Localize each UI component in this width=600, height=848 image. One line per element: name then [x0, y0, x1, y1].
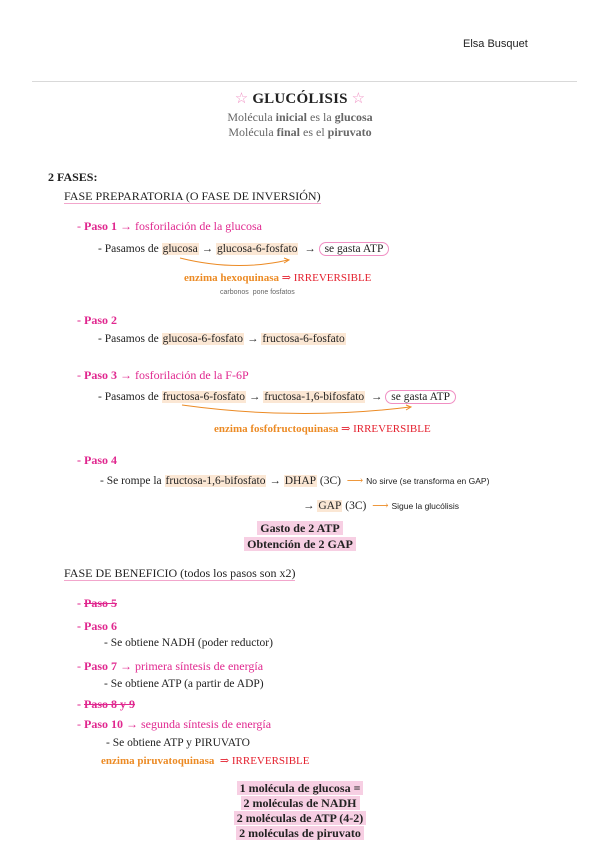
summary-text: 2 moléculas de ATP (4-2)	[234, 811, 366, 825]
substance: fructosa-1,6-bifosfato	[165, 475, 266, 487]
paso-label: Paso 5	[84, 596, 117, 610]
irreversible-label: ⇒ IRREVERSIBLE	[281, 272, 372, 284]
paso-label: Paso 1	[84, 219, 117, 233]
final-summary-line	[0, 811, 600, 826]
product-note: No sirve (se transforma en GAP)	[366, 476, 490, 486]
fase-preparatoria-heading	[64, 189, 321, 204]
line-text: Pasamos de	[104, 243, 159, 255]
line-text: Se obtiene NADH (poder reductor)	[110, 637, 273, 649]
heading-text: FASE PREPARATORIA (O FASE DE INVERSIÓN)	[64, 189, 321, 203]
summary-text: Gasto de 2 ATP	[257, 521, 342, 535]
star-icon: ☆	[234, 91, 249, 107]
paso-6-title: - Paso 6	[77, 619, 117, 633]
paso-7-title: - Paso 7 → primera síntesis de energía	[77, 659, 264, 673]
summary-text: 2 moléculas de NADH	[241, 796, 360, 810]
enzyme-name: enzima piruvatoquinasa	[101, 755, 215, 767]
line-text: Se obtiene ATP y PIRUVATO	[112, 737, 250, 749]
paso-4-title: - Paso 4	[77, 453, 117, 467]
paso-desc: primera síntesis de energía	[135, 659, 264, 673]
summary-gasto	[0, 521, 600, 536]
carbon-count: (3C)	[345, 500, 367, 512]
paso-label: Paso 2	[84, 313, 117, 327]
paso-label: Paso 6	[84, 619, 117, 633]
annotation-text: pone fosfatos	[252, 289, 295, 296]
summary-obtencion	[0, 537, 600, 552]
line-text: Pasamos de	[104, 333, 159, 345]
product: DHAP	[284, 475, 317, 487]
line-text: Se obtiene ATP (a partir de ADP)	[110, 678, 264, 690]
line-text: Pasamos de	[104, 391, 159, 403]
paso-1-title: - Paso 1 → fosforilación de la glucosa	[77, 219, 262, 233]
line-text: Se rompe la	[106, 475, 162, 487]
substance: fructosa-1,6-bifosfato	[264, 391, 365, 403]
annotation-text: carbonos	[220, 289, 249, 296]
intro-text: Molécula	[228, 125, 277, 139]
page-title	[0, 89, 600, 108]
paso-desc: fosforilación de la glucosa	[135, 219, 262, 233]
paso-10-title: - Paso 10 → segunda síntesis de energía	[77, 717, 272, 731]
irreversible-label: ⇒ IRREVERSIBLE	[341, 423, 431, 435]
final-summary-line	[0, 826, 600, 841]
intro-line-1	[0, 110, 600, 125]
paso-label: Paso 7	[84, 659, 117, 673]
product: GAP	[318, 500, 342, 512]
intro-text: Molécula	[227, 110, 276, 124]
final-summary-line	[0, 781, 600, 796]
substance: glucosa-6-fosfato	[162, 333, 244, 345]
paso-6-line: - Se obtiene NADH (poder reductor)	[104, 637, 273, 649]
curve-arrow-icon	[176, 256, 296, 270]
paso-label: Paso 10	[84, 717, 123, 731]
paso-label: Paso 3	[84, 368, 117, 382]
substance: glucosa-6-fosfato	[216, 243, 298, 255]
enzyme-name: enzima hexoquinasa	[184, 272, 280, 284]
carbon-count: (3C)	[319, 475, 342, 487]
paso-label: Paso 8 y 9	[84, 697, 135, 711]
title-text: GLUCÓLISIS	[252, 91, 348, 107]
paso-2-line: - Pasamos de glucosa-6-fosfato → fructosa-6-fosfato	[98, 333, 345, 345]
summary-text: 2 moléculas de piruvato	[236, 826, 364, 840]
paso-3-title: - Paso 3 → fosforilación de la F-6P	[77, 368, 249, 382]
enzyme-name: enzima fosfofructoquinasa	[214, 423, 339, 435]
summary-text: 1 molécula de glucosa =	[237, 781, 364, 795]
product-note: Sigue la glucólisis	[391, 501, 460, 511]
paso-desc: segunda síntesis de energía	[141, 717, 272, 731]
paso-8-9-title: - Paso 8 y 9	[77, 697, 135, 711]
paso-7-line: - Se obtiene ATP (a partir de ADP)	[104, 678, 264, 690]
paso-1-line: - Pasamos de glucosa → glucosa-6-fosfato → se gasta ATP	[98, 243, 389, 255]
paso-1-enzyme	[184, 271, 371, 284]
heading-note: (todos los pasos son x2)	[180, 566, 296, 580]
author-name: Elsa Busquet	[463, 38, 528, 50]
arrow-icon: →	[120, 219, 132, 233]
final-summary-line	[0, 796, 600, 811]
paso-3-line: - Pasamos de fructosa-6-fosfato → fructosa-1,6-bifosfato → se gasta ATP	[98, 391, 456, 403]
paso-3-enzyme	[214, 422, 431, 435]
intro-text: es la	[307, 110, 335, 124]
intro-bold: glucosa	[334, 110, 373, 124]
paso-5-title: - Paso 5	[77, 596, 117, 610]
intro-line-2	[0, 125, 600, 140]
paso-label: Paso 4	[84, 453, 117, 467]
summary-text: Obtención de 2 GAP	[244, 537, 356, 551]
star-icon: ☆	[351, 91, 366, 107]
header-divider	[32, 81, 577, 82]
paso-2-title: - Paso 2	[77, 313, 117, 327]
enzyme-annotation	[220, 289, 295, 296]
heading-text: FASE DE BENEFICIO	[64, 566, 178, 580]
paso-4-line-2: → GAP (3C) ⟶ Sigue la glucólisis	[303, 500, 460, 512]
atp-note: se gasta ATP	[319, 242, 390, 256]
substance: fructosa-6-fosfato	[162, 391, 245, 403]
paso-4-line-1: - Se rompe la fructosa-1,6-bifosfato → DHAP (3C) ⟶ No sirve (se transforma en GAP)	[100, 475, 490, 487]
fase-beneficio-heading	[64, 566, 295, 581]
fases-label: 2 FASES:	[48, 170, 98, 184]
paso-desc: fosforilación de la F-6P	[135, 368, 249, 382]
paso-10-enzyme	[101, 754, 309, 767]
intro-bold: inicial	[275, 110, 307, 124]
paso-10-line: - Se obtiene ATP y PIRUVATO	[106, 737, 250, 749]
curve-arrow-icon	[178, 403, 418, 417]
substance: glucosa	[162, 243, 198, 255]
intro-bold: piruvato	[327, 125, 372, 139]
intro-text: es el	[300, 125, 328, 139]
substance: fructosa-6-fosfato	[262, 333, 345, 345]
intro-bold: final	[276, 125, 300, 139]
irreversible-label: ⇒ IRREVERSIBLE	[219, 755, 310, 767]
atp-note: se gasta ATP	[385, 390, 456, 404]
